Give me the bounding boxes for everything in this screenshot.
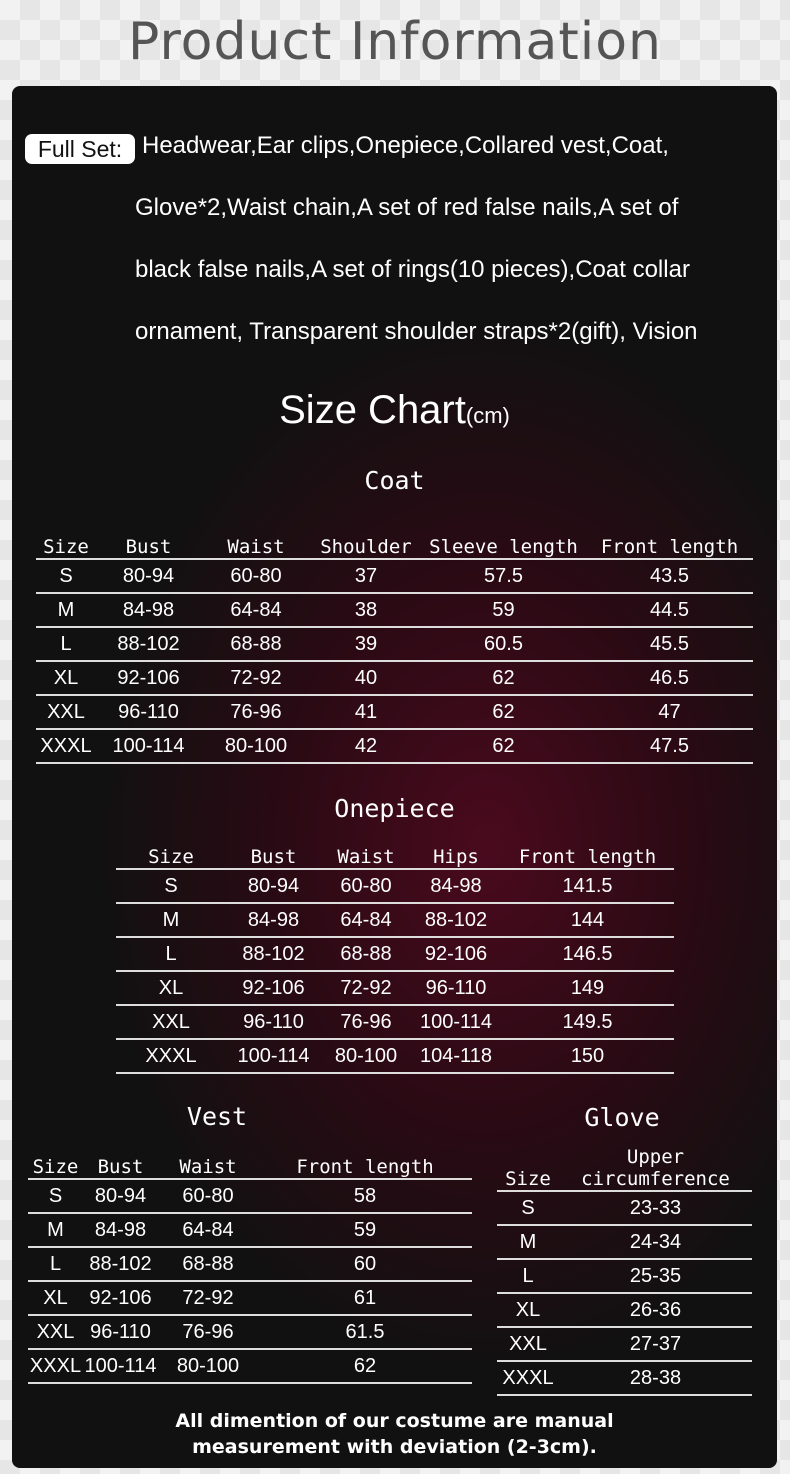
table-row bbox=[497, 1327, 752, 1361]
table-header-cell: Size bbox=[116, 836, 226, 869]
table-cell: 72-92 bbox=[321, 971, 411, 1005]
table-cell: L bbox=[497, 1259, 559, 1293]
table-cell: 45.5 bbox=[586, 627, 753, 661]
full-set-badge: Full Set: bbox=[25, 134, 135, 164]
footnote-line-1: All dimention of our costume are manual bbox=[175, 1410, 614, 1432]
table-row bbox=[36, 627, 753, 661]
table-cell: M bbox=[36, 593, 96, 627]
table-cell: 42 bbox=[311, 729, 421, 763]
table-header-cell: Front length bbox=[586, 526, 753, 559]
table-cell: 88-102 bbox=[411, 903, 501, 937]
table-cell: 61.5 bbox=[258, 1315, 472, 1349]
product-info-panel bbox=[12, 86, 777, 1468]
table-cell: 64-84 bbox=[158, 1213, 258, 1247]
table-cell: 80-100 bbox=[158, 1349, 258, 1383]
table-cell: 88-102 bbox=[226, 937, 321, 971]
table-cell: 46.5 bbox=[586, 661, 753, 695]
table-row bbox=[36, 593, 753, 627]
table-cell: XXL bbox=[28, 1315, 83, 1349]
table-cell: 96-110 bbox=[96, 695, 201, 729]
full-set-line-4: ornament, Transparent shoulder straps*2(gift), Vision bbox=[135, 318, 698, 345]
table-cell: 62 bbox=[421, 695, 586, 729]
table-cell: 149.5 bbox=[501, 1005, 674, 1039]
table-cell: 72-92 bbox=[201, 661, 311, 695]
table-cell: S bbox=[28, 1179, 83, 1213]
table-header-cell: Size bbox=[28, 1146, 83, 1179]
table-row bbox=[28, 1247, 472, 1281]
table-cell: S bbox=[36, 559, 96, 593]
table-cell: 149 bbox=[501, 971, 674, 1005]
table-cell: 88-102 bbox=[83, 1247, 158, 1281]
onepiece-size-table bbox=[116, 836, 674, 1074]
coat-title: Coat bbox=[364, 466, 425, 495]
table-cell: 146.5 bbox=[501, 937, 674, 971]
table-cell: 39 bbox=[311, 627, 421, 661]
table-cell: 37 bbox=[311, 559, 421, 593]
table-header-row bbox=[36, 526, 753, 559]
table-cell: XXL bbox=[116, 1005, 226, 1039]
table-cell: 92-106 bbox=[226, 971, 321, 1005]
table-row bbox=[116, 971, 674, 1005]
table-row bbox=[116, 937, 674, 971]
table-header-row bbox=[497, 1146, 752, 1191]
table-cell: 96-110 bbox=[226, 1005, 321, 1039]
table-row bbox=[28, 1349, 472, 1383]
table-cell: XL bbox=[28, 1281, 83, 1315]
glove-size-table bbox=[497, 1146, 752, 1396]
table-cell: 59 bbox=[421, 593, 586, 627]
table-cell: 76-96 bbox=[321, 1005, 411, 1039]
table-cell: M bbox=[497, 1225, 559, 1259]
table-cell: 88-102 bbox=[96, 627, 201, 661]
table-cell: 80-94 bbox=[96, 559, 201, 593]
table-cell: 100-114 bbox=[226, 1039, 321, 1073]
table-cell: M bbox=[28, 1213, 83, 1247]
table-header-cell: Bust bbox=[96, 526, 201, 559]
table-cell: 92-106 bbox=[96, 661, 201, 695]
table-cell: 24-34 bbox=[559, 1225, 752, 1259]
table-row bbox=[28, 1281, 472, 1315]
table-row bbox=[116, 1005, 674, 1039]
table-cell: 44.5 bbox=[586, 593, 753, 627]
table-header-cell: Front length bbox=[258, 1146, 472, 1179]
table-cell: XXXL bbox=[36, 729, 96, 763]
table-cell: 27-37 bbox=[559, 1327, 752, 1361]
table-cell: 84-98 bbox=[411, 869, 501, 903]
table-cell: 100-114 bbox=[411, 1005, 501, 1039]
table-row bbox=[497, 1191, 752, 1225]
table-cell: L bbox=[116, 937, 226, 971]
table-header-cell: Shoulder bbox=[311, 526, 421, 559]
table-row bbox=[116, 903, 674, 937]
table-cell: 64-84 bbox=[201, 593, 311, 627]
table-cell: XL bbox=[497, 1293, 559, 1327]
table-row bbox=[28, 1213, 472, 1247]
table-header-cell bbox=[559, 1146, 752, 1191]
table-row bbox=[36, 661, 753, 695]
table-header-cell: Waist bbox=[321, 836, 411, 869]
table-cell: 84-98 bbox=[83, 1213, 158, 1247]
table-cell: 76-96 bbox=[158, 1315, 258, 1349]
table-cell: 76-96 bbox=[201, 695, 311, 729]
table-cell: 100-114 bbox=[96, 729, 201, 763]
size-chart-unit: (cm) bbox=[465, 403, 510, 428]
table-header-cell: Hips bbox=[411, 836, 501, 869]
table-cell: 80-94 bbox=[83, 1179, 158, 1213]
table-row bbox=[36, 559, 753, 593]
table-cell: 61 bbox=[258, 1281, 472, 1315]
table-row bbox=[28, 1179, 472, 1213]
table-cell: 23-33 bbox=[559, 1191, 752, 1225]
table-cell: XL bbox=[116, 971, 226, 1005]
table-row bbox=[497, 1293, 752, 1327]
table-cell: 43.5 bbox=[586, 559, 753, 593]
table-header-cell: Bust bbox=[226, 836, 321, 869]
table-cell: 60-80 bbox=[201, 559, 311, 593]
table-cell: 68-88 bbox=[321, 937, 411, 971]
table-cell: S bbox=[497, 1191, 559, 1225]
table-cell: XXL bbox=[36, 695, 96, 729]
glove-header-line-1: Upper bbox=[626, 1146, 685, 1168]
table-cell: 58 bbox=[258, 1179, 472, 1213]
table-row bbox=[497, 1225, 752, 1259]
table-header-row bbox=[28, 1146, 472, 1179]
table-cell: 47 bbox=[586, 695, 753, 729]
glove-title: Glove bbox=[584, 1103, 660, 1132]
table-row bbox=[36, 695, 753, 729]
table-cell: 28-38 bbox=[559, 1361, 752, 1395]
table-header-cell: Sleeve length bbox=[421, 526, 586, 559]
table-cell: L bbox=[36, 627, 96, 661]
size-chart-heading bbox=[12, 388, 777, 433]
table-cell: 60-80 bbox=[321, 869, 411, 903]
table-cell: XXXL bbox=[116, 1039, 226, 1073]
table-cell: 100-114 bbox=[83, 1349, 158, 1383]
table-cell: M bbox=[116, 903, 226, 937]
table-cell: 68-88 bbox=[158, 1247, 258, 1281]
table-cell: XXXL bbox=[497, 1361, 559, 1395]
table-cell: 64-84 bbox=[321, 903, 411, 937]
vest-size-table bbox=[28, 1146, 472, 1384]
table-cell: 80-100 bbox=[321, 1039, 411, 1073]
table-cell: 60.5 bbox=[421, 627, 586, 661]
table-row bbox=[116, 869, 674, 903]
table-cell: 92-106 bbox=[411, 937, 501, 971]
table-header-cell: Size bbox=[36, 526, 96, 559]
coat-size-table bbox=[36, 526, 753, 764]
footnote bbox=[12, 1408, 777, 1460]
table-header-cell: Bust bbox=[83, 1146, 158, 1179]
table-cell: 41 bbox=[311, 695, 421, 729]
table-cell: L bbox=[28, 1247, 83, 1281]
table-header-cell: Front length bbox=[501, 836, 674, 869]
table-cell: 62 bbox=[421, 729, 586, 763]
table-header-row bbox=[116, 836, 674, 869]
table-cell: 141.5 bbox=[501, 869, 674, 903]
table-cell: 84-98 bbox=[226, 903, 321, 937]
page-title: Product Information bbox=[128, 12, 662, 72]
table-row bbox=[36, 729, 753, 763]
table-cell: S bbox=[116, 869, 226, 903]
table-cell: 72-92 bbox=[158, 1281, 258, 1315]
table-cell: 104-118 bbox=[411, 1039, 501, 1073]
table-cell: 62 bbox=[258, 1349, 472, 1383]
table-header-cell: Waist bbox=[158, 1146, 258, 1179]
table-cell: 96-110 bbox=[411, 971, 501, 1005]
size-chart-title: Size Chart bbox=[279, 388, 466, 432]
table-row bbox=[497, 1361, 752, 1395]
table-cell: 40 bbox=[311, 661, 421, 695]
table-header-cell: Size bbox=[497, 1146, 559, 1191]
table-header-cell: Waist bbox=[201, 526, 311, 559]
full-set-line-1: Headwear,Ear clips,Onepiece,Collared vest,Coat, bbox=[142, 132, 669, 159]
table-row bbox=[116, 1039, 674, 1073]
table-cell: 62 bbox=[421, 661, 586, 695]
vest-title: Vest bbox=[186, 1102, 248, 1131]
table-cell: 57.5 bbox=[421, 559, 586, 593]
table-row bbox=[28, 1315, 472, 1349]
table-cell: 92-106 bbox=[83, 1281, 158, 1315]
full-set-line-3: black false nails,A set of rings(10 pieces),Coat collar bbox=[135, 256, 690, 283]
table-cell: 38 bbox=[311, 593, 421, 627]
table-cell: 144 bbox=[501, 903, 674, 937]
table-cell: 150 bbox=[501, 1039, 674, 1073]
table-cell: 80-100 bbox=[201, 729, 311, 763]
table-cell: 25-35 bbox=[559, 1259, 752, 1293]
table-cell: XXXL bbox=[28, 1349, 83, 1383]
page-header bbox=[0, 0, 790, 86]
full-set-line-2: Glove*2,Waist chain,A set of red false nails,A set of bbox=[135, 194, 679, 221]
table-cell: 96-110 bbox=[83, 1315, 158, 1349]
table-cell: 84-98 bbox=[96, 593, 201, 627]
onepiece-title: Onepiece bbox=[334, 794, 455, 823]
footnote-line-2: measurement with deviation (2-3cm). bbox=[192, 1436, 597, 1458]
table-cell: 60 bbox=[258, 1247, 472, 1281]
table-cell: 60-80 bbox=[158, 1179, 258, 1213]
table-row bbox=[497, 1259, 752, 1293]
table-cell: 47.5 bbox=[586, 729, 753, 763]
table-cell: XL bbox=[36, 661, 96, 695]
glove-header-line-2: circumference bbox=[581, 1168, 730, 1190]
table-cell: 26-36 bbox=[559, 1293, 752, 1327]
table-cell: XXL bbox=[497, 1327, 559, 1361]
table-cell: 68-88 bbox=[201, 627, 311, 661]
table-cell: 80-94 bbox=[226, 869, 321, 903]
table-cell: 59 bbox=[258, 1213, 472, 1247]
